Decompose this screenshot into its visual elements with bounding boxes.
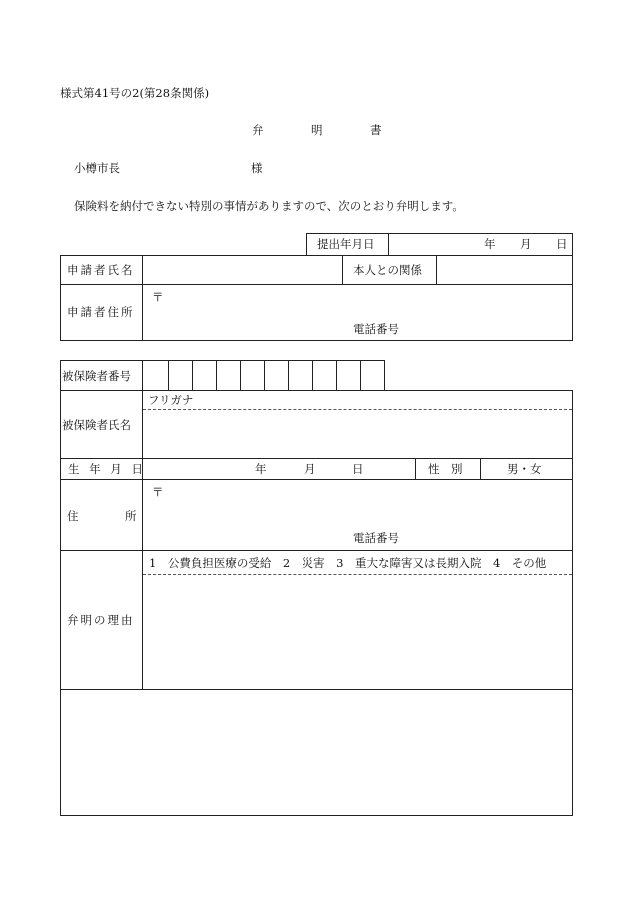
insured-address-label-2: 所 — [125, 509, 137, 523]
insured-address-label-1: 住 — [67, 509, 79, 523]
insured-number-label: 被保険者番号 — [62, 369, 131, 383]
insured-name-field[interactable] — [143, 410, 571, 458]
submission-date-field[interactable] — [389, 234, 572, 254]
submission-year-unit: 年 — [484, 237, 496, 251]
intro-text: 保険料を納付できない特別の事情がありますので、次のとおり弁明します。 — [74, 199, 464, 213]
gender-label: 性 別 — [428, 462, 463, 476]
insured-name-label: 被保険者氏名 — [62, 418, 131, 432]
applicant-postal-mark: 〒 — [152, 290, 164, 304]
submission-day-unit: 日 — [556, 237, 568, 251]
insured-postal-mark: 〒 — [152, 485, 164, 499]
applicant-address-field[interactable] — [143, 285, 571, 339]
applicant-phone-label: 電話番号 — [353, 322, 399, 336]
insured-number-field[interactable] — [143, 361, 384, 389]
title-char-2: 明 — [311, 123, 323, 137]
applicant-name-field[interactable] — [143, 256, 341, 283]
form-number: 様式第41号の2(第28条関係) — [60, 86, 210, 100]
birth-date-field[interactable] — [143, 459, 414, 478]
applicant-name-label: 申請者氏名 — [67, 263, 135, 277]
birth-month-unit: 月 — [304, 462, 316, 476]
submission-date-label: 提出年月日 — [317, 237, 375, 251]
birth-year-unit: 年 — [255, 462, 267, 476]
title-char-1: 弁 — [252, 123, 264, 137]
furigana-label: フリガナ — [148, 393, 194, 407]
addressee-name: 小樽市長 — [74, 161, 120, 175]
insured-phone-label: 電話番号 — [353, 531, 399, 545]
relation-field[interactable] — [437, 256, 571, 283]
reason-label: 弁明の理由 — [67, 613, 135, 627]
addressee-honorific: 様 — [251, 161, 263, 175]
birth-day-unit: 日 — [352, 462, 364, 476]
reason-options: 1 公費負担医療の受給 2 災害 3 重大な障害又は長期入院 4 その他 — [149, 556, 547, 570]
title-char-3: 書 — [370, 123, 382, 137]
submission-month-unit: 月 — [520, 237, 532, 251]
gender-value[interactable]: 男・女 — [507, 462, 542, 476]
insured-address-field[interactable] — [143, 480, 571, 550]
reason-field[interactable] — [143, 575, 571, 689]
free-notes-area[interactable] — [61, 690, 571, 815]
relation-label: 本人との関係 — [353, 263, 422, 277]
applicant-address-label: 申請者住所 — [67, 305, 135, 319]
birth-date-label: 生 年 月 日 — [68, 462, 146, 476]
